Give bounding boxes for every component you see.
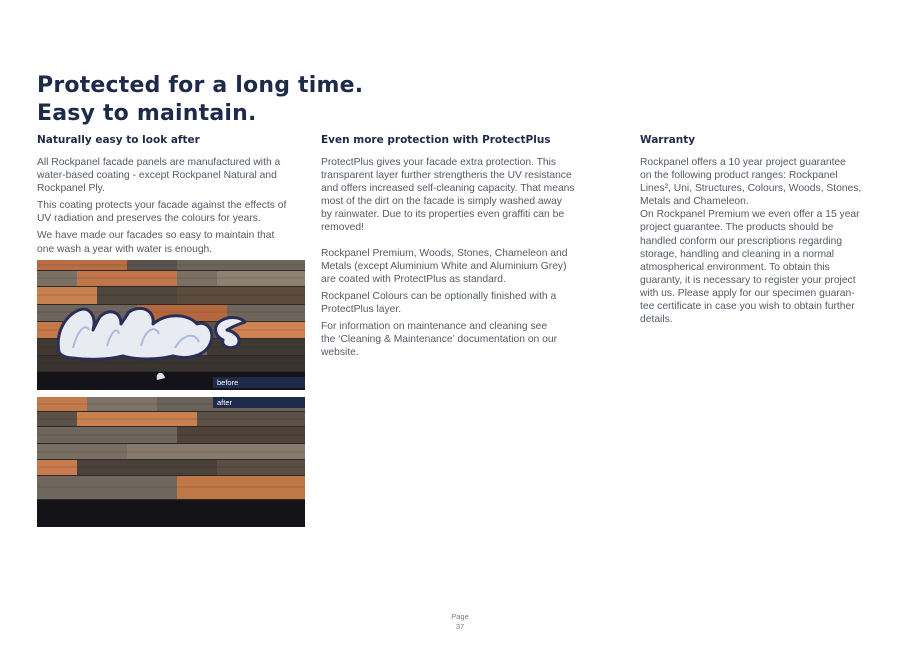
column-naturally-easy — [37, 134, 307, 260]
before-photo — [37, 260, 305, 390]
column-heading: Naturally easy to look after — [37, 134, 200, 146]
paragraph: Rockpanel Premium, Woods, Stones, Chameleon and Metals (except Aluminium White and Aluminium Grey) are coated with ProtectPlus as standard. — [321, 247, 568, 285]
column-heading: Even more protection with ProtectPlus — [321, 134, 551, 146]
column-warranty — [640, 134, 880, 330]
paragraph: This coating protects your facade against the effects of UV radiation and preserves the colours for years. — [37, 200, 287, 225]
page-label: Page — [451, 612, 469, 621]
paragraph: Rockpanel Colours can be optionally finished with a ProtectPlus layer. — [321, 290, 557, 315]
headline-line-1: Protected for a long time. — [37, 73, 364, 98]
before-label: before — [213, 377, 305, 388]
page-number: 37 — [455, 622, 465, 631]
page-headline — [37, 72, 363, 128]
column-heading: Warranty — [640, 134, 696, 146]
after-photo — [37, 397, 305, 527]
paragraph: We have made our facades so easy to maintain that one wash a year with water is enough. — [37, 230, 275, 255]
headline-line-2: Easy to maintain. — [37, 101, 257, 126]
paragraph: Rockpanel offers a 10 year project guarantee on the following product ranges: Rockpanel Lines², Uni, Structures, Colours, Woods, Stones, Metals and Chameleon. On Rockpanel Premium we even offer a 15 year project guarantee. The products should be handled conform our prescriptions regarding storage, handling and cleaning in a normal atmospherical environment. To obtain this guaranty, it is necessary to register your project with us. Please apply for our specimen guaran- tee certificate in case you wish to obtain further details. — [640, 157, 862, 326]
facade-clean-image — [37, 397, 305, 527]
paragraph: For information on maintenance and cleaning see the ‘Cleaning & Maintenance’ documentation on our website. — [321, 321, 558, 359]
after-label: after — [213, 397, 305, 408]
paragraph: All Rockpanel facade panels are manufactured with a water-based coating - except Rockpanel Natural and Rockpanel Ply. — [37, 157, 281, 195]
page-number-footer — [440, 612, 480, 632]
column-protectplus — [321, 134, 591, 363]
paragraph: ProtectPlus gives your facade extra protection. This transparent layer further strengthens the UV resistance and offers increased self-cleaning capacity. That means most of the dirt on the facade is simply washed away by rainwater. Due to its properties even graffiti can be removed! — [321, 157, 575, 234]
facade-graffiti-image — [37, 260, 305, 390]
